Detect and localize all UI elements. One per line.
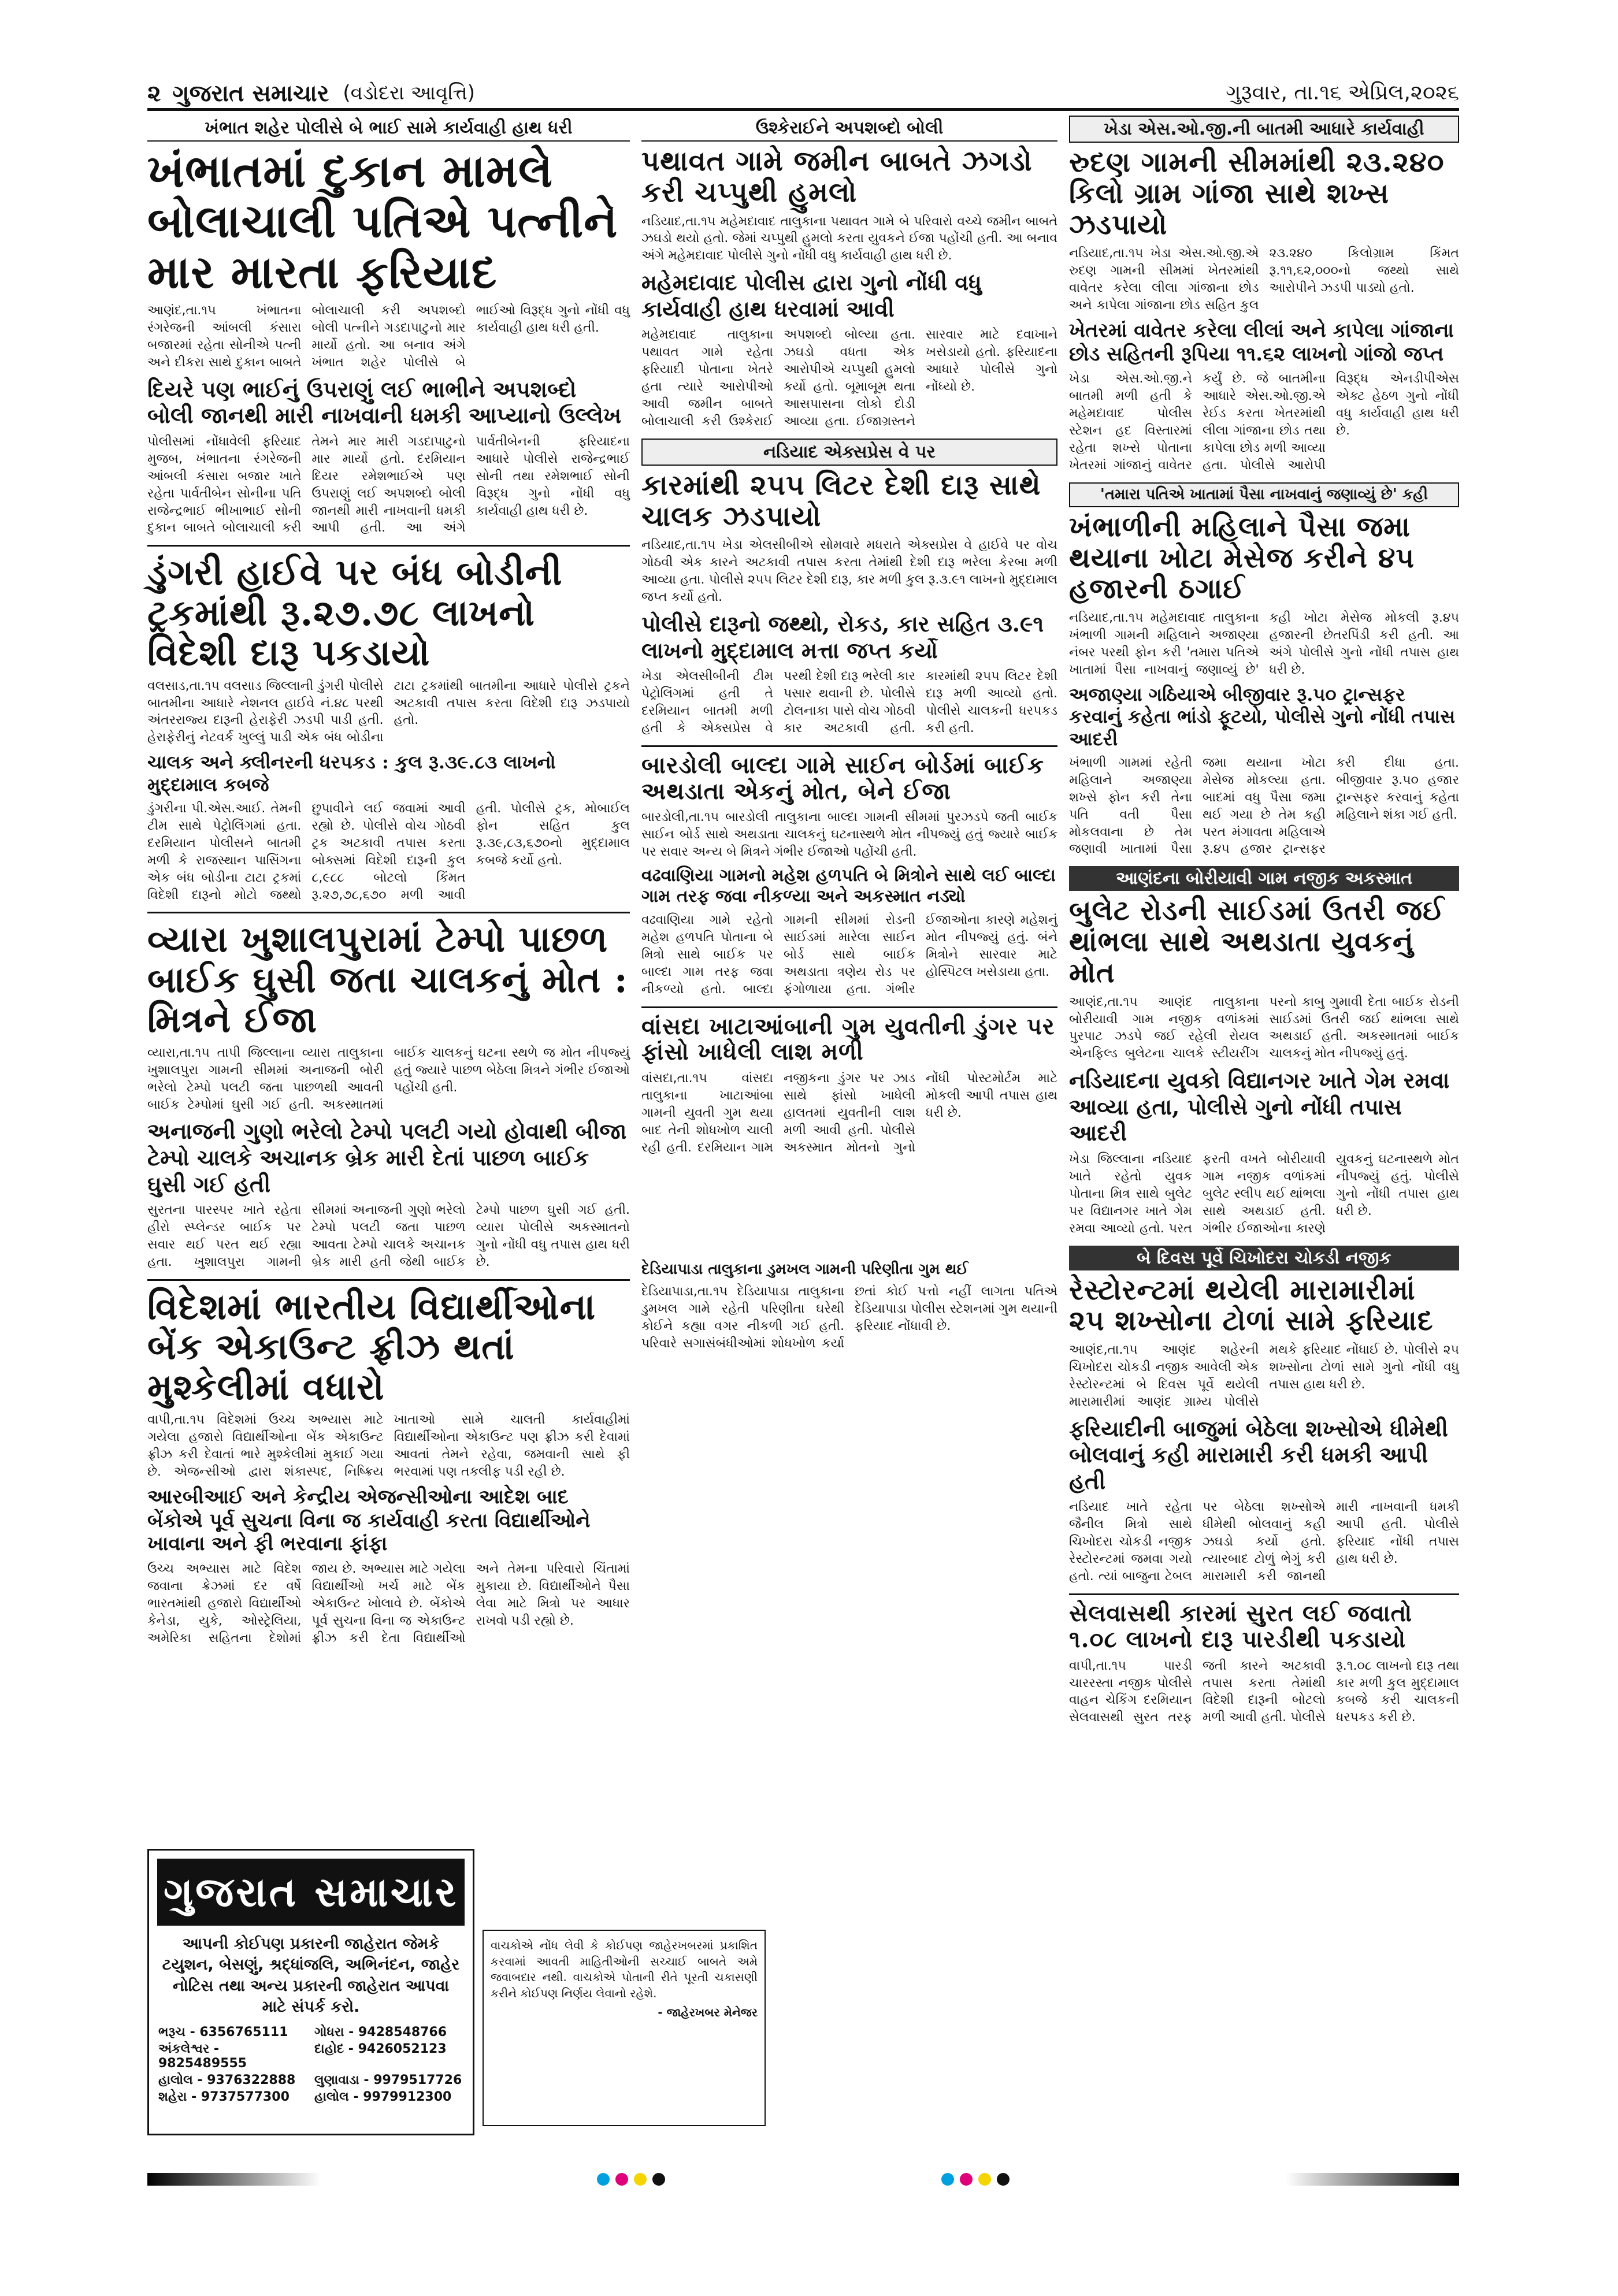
subheadline: વઢવાણિયા ગામનો મહેશ હળપતિ બે મિત્રોને સાથે લઈ બાલ્દા ગામ તરફ જવા નીકળ્યા અને અકસ્માત નડ્યો	[641, 865, 1056, 907]
story-body: ડુંગરીના પી.એસ.આઈ. તેમની ટીમ સાથે પેટ્રોલિંગમાં હતા. દરમિયાન પોલીસને બાતમી મળી કે રાજસ્થાન પાસિંગના એક બંધ બોડીના ટાટા ટ્રકમાં વિદેશી દારૂનો મોટો જથ્થો છુપાવીને લઈ જવામાં આવી રહ્યો છે. પોલીસે વોચ ગોઠવી ટ્રક અટકાવી તપાસ કરતા બોક્સમાં વિદેશી દારૂની કુલ ૮,૯૮૮ બોટલો કિંમત રૂ.૨૭,૭૮,૬૭૦ મળી આવી હતી. પોલીસે ટ્રક, મોબાઈલ ફોન સહિત કુલ રૂ.૩૯,૮૩,૬૭૦નો મુદ્દામાલ કબજે કર્યો હતો.	[147, 801, 630, 902]
page-header	[147, 78, 1459, 111]
divider	[641, 1006, 1057, 1008]
story-students	[147, 1287, 630, 1647]
headline: કારમાંથી ૨૫૫ લિટર દેશી દારૂ સાથે ચાલક ઝડપાયો	[641, 469, 1041, 533]
yellow-dot	[978, 2173, 991, 2186]
story-pathavat	[641, 116, 1057, 430]
subheadline: દિયરે પણ ભાઈનું ઉપરાણું લઈ ભાભીને અપશબ્દો બોલી જાનથી મારી નાખવાની ધમકી આપ્યાનો ઉલ્લેખ	[147, 376, 622, 429]
kicker: 'તમારા પતિએ ખાતામાં પૈસા નાખવાનું જણાવ્યું છે' કહી	[1069, 482, 1459, 507]
divider	[147, 912, 630, 913]
story-body: આણંદ,તા.૧૫ ખંભાતના રંગરેજની આંબલી કંસારા બજારમાં રહેતા સોનીએ પત્ની અને દીકરા સાથે દુકાન બાબતે બોલાચાલી કરી અપશબ્દો બોલી પત્નીને ગડદાપાટુનો માર માર્યો હતો. આ બનાવ અંગે ખંભાત શહેર પોલીસે બે ભાઈઓ વિરૂદ્ધ ગુનો નોંધી વધુ કાર્યવાહી હાથ ધરી હતી.	[147, 303, 630, 370]
story-body: નડિયાદ,તા.૧૫ ખેડા એલસીબીએ સોમવારે મધરાતે એક્સપ્રેસ વે હાઈવે પર વોચ ગોઠવી એક કારને અટકાવી તપાસ કરતા તેમાંથી દેશી દારૂ ભરેલા કેરબા મળી આવ્યા હતા. પોલીસે ૨૫૫ લિટર દેશી દારૂ, કાર મળી કુલ રૂ.૩.૯૧ લાખનો મુદ્દામાલ જપ્ત કર્યો હતો.	[641, 538, 1057, 605]
subheadline: અજાણ્યા ગઠિયાએ બીજીવાર રૂ.૫૦ ટ્રાન્સફર કરવાનું કહેતા ભાંડો ફૂટયો, પોલીસે ગુનો નોંધી તપાસ આદરી	[1069, 683, 1456, 750]
kicker: ખેડા એસ.ઓ.જી.ની બાતમી આધારે કાર્યવાહી	[1069, 116, 1459, 143]
subheadline: પોલીસે દારૂનો જથ્થો, રોકડ, કાર સહિત ૩.૯૧ લાખનો મુદ્દામાલ મત્તા જપ્ત કર્યો	[641, 610, 1044, 663]
story-body: વલસાડ,તા.૧૫ વલસાડ જિલ્લાની ડુંગરી પોલીસે બાતમીના આધારે નેશનલ હાઈવે નં.૪૮ પરથી અંતરરાજ્ય દારૂની હેરાફેરી ઝડપી પાડી હતી. હેરાફેરીનું નેટવર્ક ખુલ્લું પાડી એક બંધ બોડીના ટાટા ટ્રકમાંથી બાતમીના આધારે પોલીસે ટ્રકને અટકાવી તપાસ કરતા વિદેશી દારૂ ઝડપાયો હતો.	[147, 678, 630, 745]
divider	[641, 745, 1057, 747]
divider	[1069, 1593, 1459, 1595]
kicker: બે દિવસ પૂર્વે ચિખોદરા ચોકડી નજીક	[1069, 1246, 1459, 1270]
headline: ડુંગરી હાઈવે પર બંધ બોડીની ટ્રકમાંથી રૂ.૨૭.૭૮ લાખનો વિદેશી દારૂ પકડાયો	[147, 551, 563, 674]
story-body: સુરતના પારસ્પર ખાતે રહેતા હીરો સ્પ્લેન્ડર બાઈક પર સવાર થઈ પરત થઈ રહ્યા હતા. ખુશાલપુરા ગામની સીમમાં અનાજની ગુણો ભરેલો ટેમ્પો પલટી જતા પાછળ આવતા ટેમ્પો ચાલકે અચાનક બ્રેક મારી હતી જેથી બાઈક ટેમ્પો પાછળ ઘુસી ગઈ હતી. વ્યારા પોલીસે અકસ્માતનો ગુનો નોંધી વધુ તપાસ હાથ ધરી છે.	[147, 1203, 630, 1269]
paper-name: ગુજરાત સમાચાર	[172, 79, 329, 107]
headline: બારડોલી બાલ્દા ગામે સાઈન બોર્ડમાં બાઈક અથડાતા એકનું મોત, બેને ઈજા	[641, 751, 1045, 805]
classified-ad-box	[147, 1849, 474, 2135]
page-number: ૨	[147, 79, 161, 107]
story-bardoli	[641, 753, 1057, 998]
color-dots	[597, 2173, 665, 2186]
subheadline: ફરિયાદીની બાજુમાં બેઠેલા શખ્સોએ ધીમેથી બોલવાનું કહી મારામારી કરી ધમકી આપી હતી	[1069, 1415, 1448, 1494]
subheadline: આરબીઆઈ અને કેન્દ્રીય એજન્સીઓના આદેશ બાદ બેંકોએ પૂર્વ સુચના વિના જ કાર્યવાહી કરતા વિદ્યાર્થીઓને ખાવાના અને ફી ભરવાના ફાંફા	[147, 1485, 591, 1556]
story-body: ઉચ્ચ અભ્યાસ માટે વિદેશ જવાના ક્રેઝમાં દર વર્ષે ભારતમાંથી હજારો વિદ્યાર્થીઓ કેનેડા, યુકે, ઓસ્ટ્રેલિયા, અમેરિકા સહિતના દેશોમાં જાય છે. અભ્યાસ માટે ગયેલા વિદ્યાર્થીઓ ખર્ચ માટે બેંક એકાઉન્ટ ખોલાવે છે. બેંકોએ પૂર્વ સુચના વિના જ એકાઉન્ટ ફ્રીઝ કરી દેતા વિદ્યાર્થીઓ અને તેમના પરિવારો ચિંતામાં મુકાયા છે. વિદ્યાર્થીઓને પૈસા લેવા માટે મિત્રો પર આધાર રાખવો પડી રહ્યો છે.	[147, 1562, 630, 1645]
story-dungri	[147, 552, 630, 904]
story-rudan	[1069, 116, 1459, 474]
column-left	[147, 116, 630, 1655]
story-body: ખેડા એસ.ઓ.જી.ને બાતમી મળી હતી કે મહેમદાવાદ પોલીસ સ્ટેશન હદ વિસ્તારમાં રહેતા શખ્સે પોતાના ખેતરમાં ગાંજાનું વાવેતર કર્યું છે. જે બાતમીના આધારે એસ.ઓ.જી.એ રેઈડ કરતા ખેતરમાંથી લીલા ગાંજાના છોડ તથા કાપેલા છોડ મળી આવ્યા હતા. પોલીસે આરોપી વિરૂદ્ધ એનડીપીએસ એક્ટ હેઠળ ગુનો નોંધી વધુ કાર્યવાહી હાથ ધરી છે.	[1069, 371, 1459, 473]
subheadline: ખેતરમાં વાવેતર કરેલા લીલાં અને કાપેલા ગાંજાના છોડ સહિતની રૂપિયા ૧૧.૬૨ લાખનો ગાંજો જપ્ત	[1069, 318, 1454, 366]
headline: પથાવત ગામે જમીન બાબતે ઝગડો કરી ચપ્પુથી હુમલો	[641, 145, 1033, 209]
grayscale-strip	[1286, 2173, 1459, 2186]
story-body: વાપી,તા.૧૫ પારડી ચારરસ્તા નજીક પોલીસે વાહન ચેકિંગ દરમિયાન સેલવાસથી સુરત તરફ જતી કારને અટકાવી તપાસ કરતા તેમાંથી વિદેશી દારૂની બોટલો મળી આવી હતી. પોલીસે રૂ.૧.૦૮ લાખનો દારૂ તથા કાર મળી કુલ મુદ્દામાલ કબજે કરી ચાલકની ધરપકડ કરી છે.	[1069, 1658, 1459, 1725]
kicker: ખંભાત શહેર પોલીસે બે ભાઈ સામે કાર્યવાહી હાથ ધરી	[147, 116, 630, 142]
headline: સેલવાસથી કારમાં સુરત લઈ જવાતો ૧.૦૮ લાખનો દારૂ પારડીથી પકડાયો	[1069, 1600, 1413, 1653]
contact-entry: શહેરા - 9737577300	[158, 2089, 290, 2104]
contact-entry: લુણાવાડા - 9979517726	[314, 2072, 462, 2087]
headline: વ્યારા ખુશાલપુરામાં ટેમ્પો પાછળ બાઈક ઘુસી જતા ચાલકનું મોત : મિત્રને ઈજા	[147, 918, 628, 1041]
story-dediapada	[641, 1261, 1057, 1353]
divider	[147, 545, 630, 547]
story-body: વઢવાણિયા ગામે રહેતો મહેશ હળપતિ પોતાના બે મિત્રો સાથે બાઈક પર બાલ્દા ગામ તરફ જવા નીકળ્યો હતો. બાલ્દા ગામની સીમમાં રોડની સાઈડમાં મારેલા સાઈન બોર્ડ સાથે બાઈક અથડાતા ત્રણેય રોડ પર ફંગોળાયા હતા. ગંભીર ઈજાઓના કારણે મહેશનું મોત નીપજ્યું હતું. બંને મિત્રોને સારવાર માટે હોસ્પિટલ ખસેડાયા હતા.	[641, 913, 1057, 997]
yellow-dot	[634, 2173, 647, 2186]
headline: ખંભાળીની મહિલાને પૈસા જમા થયાના ખોટા મેસેજ કરીને ૪૫ હજારની ઠગાઈ	[1069, 510, 1415, 605]
column-right	[1069, 116, 1459, 1734]
headline: ખંભાતમાં દુકાન મામલે બોલાચાલી પતિએ પત્નીને માર મારતા ફરિયાદ	[147, 145, 618, 299]
story-body: આણંદ,તા.૧૫ આણંદ તાલુકાના બોરીયાવી ગામ નજીક વળાંકમાં પુરપાટ ઝડપે જઈ રહેલી રોયલ એનફિલ્ડ બુલેટના ચાલકે સ્ટીયરીંગ પરનો કાબુ ગુમાવી દેતા બાઈક રોડની સાઈડમાં ઉતરી જઈ થાંભલા સાથે અથડાઈ હતી. અકસ્માતમાં બાઈક ચાલકનું મોત નીપજ્યું હતું.	[1069, 994, 1459, 1061]
cyan-dot	[941, 2173, 954, 2186]
subheadline: અનાજની ગુણો ભરેલો ટેમ્પો પલટી ગયો હોવાથી બીજા ટેમ્પો ચાલકે અચાનક બ્રેક મારી દેતાં પાછળ બાઈક ઘુસી ગઈ હતી	[147, 1118, 627, 1197]
contact-entry: ગોધરા - 9428548766	[314, 2024, 447, 2039]
ad-contacts	[149, 2018, 473, 2111]
story-pardi	[1069, 1601, 1459, 1726]
story-body: નડિયાદ,તા.૧૫ મહેમદાવાદ તાલુકાના ખંભાળી ગામની મહિલાને અજાણ્યા નંબર પરથી ફોન કરી 'તમારા પતિએ ખાતામાં પૈસા નાખવાનું જણાવ્યું છે' કહી ખોટા મેસેજ મોકલી રૂ.૪૫ હજારની છેતરપિંડી કરી હતી. આ અંગે પોલીસે ગુનો નોંધી તપાસ હાથ ધરી છે.	[1069, 611, 1459, 677]
story-body: મહેમદાવાદ તાલુકાના પથાવત ગામે રહેતા ફરિયાદી પોતાના ખેતરે હતા ત્યારે આરોપીઓ આવી જમીન બાબતે બોલાચાલી કરી ઉશ્કેરાઈ અપશબ્દો બોલ્યા હતા. ઝઘડો વધતા એક આરોપીએ ચપ્પુથી હુમલો કર્યો હતો. બૂમાબૂમ થતા આસપાસના લોકો દોડી આવ્યા હતા. ઈજાગ્રસ્તને સારવાર માટે દવાખાને ખસેડાયો હતો. ફરિયાદના આધારે પોલીસે ગુનો નોંધ્યો છે.	[641, 328, 1057, 429]
story-body: વાપી,તા.૧૫ વિદેશમાં ઉચ્ચ અભ્યાસ માટે ગયેલા હજારો વિદ્યાર્થીઓના બેંક એકાઉન્ટ ફ્રીઝ કરી દેવાતાં ભારે મુશ્કેલીમાં મુકાઈ ગયા છે. એજન્સીઓ દ્વારા શંકાસ્પદ, નિષ્ક્રિય ખાતાઓ સામે ચાલતી કાર્યવાહીમાં વિદ્યાર્થીઓના એકાઉન્ટ પણ ફ્રીઝ કરી દેવામાં આવતાં તેમને રહેવા, જમવાની સાથે ફી ભરવામાં પણ તકલીફ પડી રહી છે.	[147, 1413, 630, 1479]
notice-text: વાચકોએ નોંધ લેવી કે કોઈપણ જાહેરખબરમાં પ્રકાશિત કરવામાં આવતી માહિતીઓની સચ્ચાઈ બાબતે અમે જવાબદાર નથી. વાચકોએ પોતાની રીતે પૂરતી ચકાસણી કરીને કોઈપણ નિર્ણય લેવાનો રહેશે.	[491, 1938, 758, 2000]
contact-entry: હાલોલ - 9979912300	[314, 2089, 452, 2104]
story-vansda	[641, 1014, 1057, 1157]
story-chikhodara	[1069, 1246, 1459, 1585]
story-body: બારડોલી,તા.૧૫ બારડોલી તાલુકાના બાલ્દા ગામની સીમમાં પુરઝડપે જતી બાઈક સાઈન બોર્ડ સાથે અથડાતા ચાલકનું ઘટનાસ્થળે મોત નીપજ્યું હતું જ્યારે બાઈક પર સવાર અન્ય બે મિત્રને ગંભીર ઈજાઓ પહોંચી હતી.	[641, 810, 1057, 860]
contact-entry: ભરૂચ - 6356765111	[158, 2024, 288, 2039]
story-body: નડિયાદ ખાતે રહેતા જૈનીલ મિત્રો સાથે ચિખોદરા ચોકડી નજીક રેસ્ટોરન્ટમાં જમવા ગયો હતો. ત્યાં બાજુના ટેબલ પર બેઠેલા શખ્સોએ ધીમેથી બોલવાનું કહી ઝઘડો કર્યો હતો. ત્યારબાદ ટોળું ભેગું કરી મારામારી કરી જાનથી મારી નાખવાની ધમકી આપી હતી. પોલીસે ફરિયાદ નોંધી તપાસ હાથ ધરી છે.	[1069, 1500, 1459, 1584]
story-boriyavi	[1069, 866, 1459, 1237]
ad-text: આપની કોઈપણ પ્રકારની જાહેરાત જેમકે ટયુશન, બેસણું, શ્રદ્ધાંજલિ, અભિનંદન, જાહેર નોટિસ તથા અન્ય પ્રકારની જાહેરાત આપવા માટે સંપર્ક કરો.	[162, 1935, 460, 2016]
divider	[147, 1279, 630, 1281]
story-body: નડિયાદ,તા.૧૫ ખેડા એસ.ઓ.જી.એ રુદણ ગામની સીમમાં ખેતરમાંથી વાવેતર કરેલા લીલા ગાંજાના છોડ અને કાપેલા ગાંજાના છોડ સહિત કુલ ૨૩.૨૪૦ કિલોગ્રામ કિંમત રૂ.૧૧,૬૨,૦૦૦નો જથ્થો સાથે આરોપીને ઝડપી પાડ્યો હતો.	[1069, 246, 1459, 313]
story-body: વાંસદા,તા.૧૫ વાંસદા તાલુકાના ખાટાઆંબા ગામની યુવતી ગુમ થયા બાદ તેની શોધખોળ ચાલી રહી હતી. દરમિયાન ગામ નજીકના ડુંગર પર ઝાડ સાથે ફાંસો ખાધેલી હાલતમાં યુવતીની લાશ મળી આવી હતી. પોલીસે અકસ્માત મોતનો ગુનો નોંધી પોસ્ટમોર્ટમ માટે મોકલી આપી તપાસ હાથ ધરી છે.	[641, 1071, 1057, 1155]
story-body: ખેડા એલસીબીની ટીમ પેટ્રોલિંગમાં હતી તે દરમિયાન બાતમી મળી હતી કે એક્સપ્રેસ વે પરથી દેશી દારૂ ભરેલી કાર પસાર થવાની છે. પોલીસે ટોલનાકા પાસે વોચ ગોઠવી કાર અટકાવી હતી. કારમાંથી ૨૫૫ લિટર દેશી દારૂ મળી આવ્યો હતો. પોલીસે ચાલકની ધરપકડ કરી હતી.	[641, 669, 1057, 735]
contact-entry: હાલોલ - 9376322888	[158, 2072, 296, 2087]
contact-entry: દાહોદ - 9426052123	[314, 2041, 447, 2056]
magenta-dot	[960, 2173, 973, 2186]
story-express-way	[641, 439, 1057, 737]
kicker: આણંદના બોરીયાવી ગામ નજીક અકસ્માત	[1069, 866, 1459, 891]
headline: રેસ્ટોરન્ટમાં થયેલી મારામારીમાં ૨૫ શખ્સોના ટોળાં સામે ફરિયાદ	[1069, 1273, 1434, 1338]
story-body: પોલીસમાં નોંધાવેલી ફરિયાદ મુજબ, ખંભાતના રંગરેજની આંબલી કંસારા બજાર ખાતે રહેતા પાર્વતીબેન સોનીના પતિ રાજેન્દ્રભાઈ ભીખાભાઈ સોની દુકાન બાબતે બોલાચાલી કરી તેમને માર મારી ગડદાપાટુનો માર માર્યો હતો. દરમિયાન દિયર રમેશભાઈએ પણ ઉપરાણું લઈ અપશબ્દો બોલી જાનથી મારી નાખવાની ધમકી આપી હતી. આ અંગે પાર્વતીબેનની ફરિયાદના આધારે પોલીસે રાજેન્દ્રભાઈ સોની તથા રમેશભાઈ સોની વિરૂદ્ધ ગુનો નોંધી વધુ કાર્યવાહી હાથ ધરી છે.	[147, 434, 630, 536]
story-body: ખેડા જિલ્લાના નડિયાદ ખાતે રહેતો યુવક પોતાના મિત્ર સાથે બુલેટ પર વિદ્યાનગર ખાતે ગેમ રમવા આવ્યો હતો. પરત ફરતી વખતે બોરીયાવી ગામ નજીક વળાંકમાં બુલેટ સ્લીપ થઈ થાંભલા સાથે અથડાઈ હતી. ગંભીર ઈજાઓના કારણે યુવકનું ઘટનાસ્થળે મોત નીપજ્યું હતું. પોલીસે ગુનો નોંધી તપાસ હાથ ધરી છે.	[1069, 1152, 1459, 1236]
story-body: દેડિયાપાડા,તા.૧૫ દેડિયાપાડા તાલુકાના ડુમખલ ગામે રહેતી પરિણીતા ઘરેથી કોઈને કહ્યા વગર નીકળી ગઈ હતી. પરિવારે સગાસંબંધીઓમાં શોધખોળ કર્યા છતાં કોઈ પત્તો નહીં લાગતા પતિએ દેડિયાપાડા પોલીસ સ્ટેશનમાં ગુમ થયાની ફરિયાદ નોંધાવી છે.	[641, 1284, 1057, 1351]
ad-logo: ગુજરાત સમાચાર	[157, 1859, 465, 1926]
color-dots	[941, 2173, 1010, 2186]
issue-date: ગુરૂવાર, તા.૧૬ એપ્રિલ,૨૦૨૬	[1226, 81, 1459, 105]
cyan-dot	[597, 2173, 610, 2186]
story-body: વ્યારા,તા.૧૫ તાપી જિલ્લાના વ્યારા તાલુકાના ખુશાલપુરા ગામની સીમમાં અનાજની બોરી ભરેલો ટેમ્પો પલટી જતા પાછળથી આવતી બાઈક ટેમ્પોમાં ઘુસી ગઈ હતી. અકસ્માતમાં બાઈક ચાલકનું ઘટના સ્થળે જ મોત નીપજ્યું હતું જ્યારે પાછળ બેઠેલા મિત્રને ગંભીર ઈજાઓ પહોંચી હતી.	[147, 1045, 630, 1112]
kicker: નડિયાદ એક્સપ્રેસ વે પર	[641, 439, 1057, 466]
notice-signature: - જાહેરખબર મેનેજર	[658, 2005, 758, 2020]
story-vyara	[147, 919, 630, 1270]
story-khambhat	[147, 116, 630, 537]
headline: દેડિયાપાડા તાલુકાના ડુમખલ ગામની પરિણીતા ગુમ થઈ	[641, 1260, 968, 1278]
grayscale-strip	[147, 2173, 321, 2186]
subheadline: નડિયાદના યુવકો વિદ્યાનગર ખાતે ગેમ રમવા આવ્યા હતા, પોલીસે ગુનો નોંધી તપાસ આદરી	[1069, 1067, 1450, 1146]
story-khambhali	[1069, 482, 1459, 858]
story-body: આણંદ,તા.૧૫ આણંદ શહેરની ચિખોદરા ચોકડી નજીક આવેલી એક રેસ્ટોરન્ટમાં બે દિવસ પૂર્વે થયેલી મારામારીમાં આણંદ ગ્રામ્ય પોલીસે મથકે ફરિયાદ નોંધાઈ છે. પોલીસે ૨૫ શખ્સોના ટોળાં સામે ગુનો નોંધી વધુ તપાસ હાથ ધરી છે.	[1069, 1343, 1459, 1409]
headline: વિદેશમાં ભારતીય વિદ્યાર્થીઓના બેંક એકાઉન્ટ ફ્રીઝ થતાં મુશ્કેલીમાં વધારો	[147, 1285, 596, 1408]
story-body: નડિયાદ,તા.૧૫ મહેમદાવાદ તાલુકાના પથાવત ગામે બે પરિવારો વચ્ચે જમીન બાબતે ઝઘડો થયો હતો. જેમાં ચપ્પુથી હુમલો કરતા યુવકને ઈજા પહોંચી હતી. આ બનાવ અંગે મહેમદાવાદ પોલીસે ગુનો નોંધી વધુ કાર્યવાહી હાથ ધરી છે.	[641, 214, 1057, 263]
black-dot	[652, 2173, 665, 2186]
column-middle	[641, 116, 1057, 1361]
contact-entry: અંકલેશ્વર - 9825489555	[158, 2041, 247, 2071]
kicker: ઉશ્કેરાઈને અપશબ્દો બોલી	[641, 116, 1057, 142]
print-registration-strip	[147, 2162, 1459, 2197]
disclaimer-notice	[483, 1930, 766, 2126]
headline: રુદણ ગામની સીમમાંથી ૨૩.૨૪૦ કિલો ગ્રામ ગાંજા સાથે શખ્સ ઝડપાયો	[1069, 146, 1445, 241]
story-body: ખંભાળી ગામમાં રહેતી મહિલાને અજાણ્યા શખ્સે ફોન કરી તેના પતિ વતી પૈસા મોકલવાના છે તેમ જણાવી ખાતામાં પૈસા જમા થયાના ખોટા મેસેજ મોકલ્યા હતા. બાદમાં વધુ પૈસા જમા થઈ ગયા છે તેમ કહી પરત મંગાવતા મહિલાએ રૂ.૪૫ હજાર ટ્રાન્સફર કરી દીધા હતા. બીજીવાર રૂ.૫૦ હજાર ટ્રાન્સફર કરવાનું કહેતા મહિલાને શંકા ગઈ હતી.	[1069, 755, 1459, 857]
black-dot	[997, 2173, 1010, 2186]
magenta-dot	[615, 2173, 628, 2186]
edition-label: (વડોદરા આવૃત્તિ)	[343, 81, 476, 105]
subheadline: ચાલક અને ક્લીનરની ધરપકડ : કુલ રૂ.૩૯.૮૩ લાખનો મુદ્દામાલ કબજે	[147, 751, 556, 796]
headline: વાંસદા ખાટાઆંબાની ગુમ યુવતીની ડુંગર પર ફાંસો ખાધેલી લાશ મળી	[641, 1012, 1055, 1066]
subheadline: મહેમદાવાદ પોલીસ દ્વારા ગુનો નોંધી વધુ કાર્યવાહી હાથ ધરવામાં આવી	[641, 269, 982, 322]
headline: બુલેટ રોડની સાઈડમાં ઉતરી જઈ થાંભલા સાથે અથડાતા યુવકનું મોત	[1069, 894, 1445, 989]
